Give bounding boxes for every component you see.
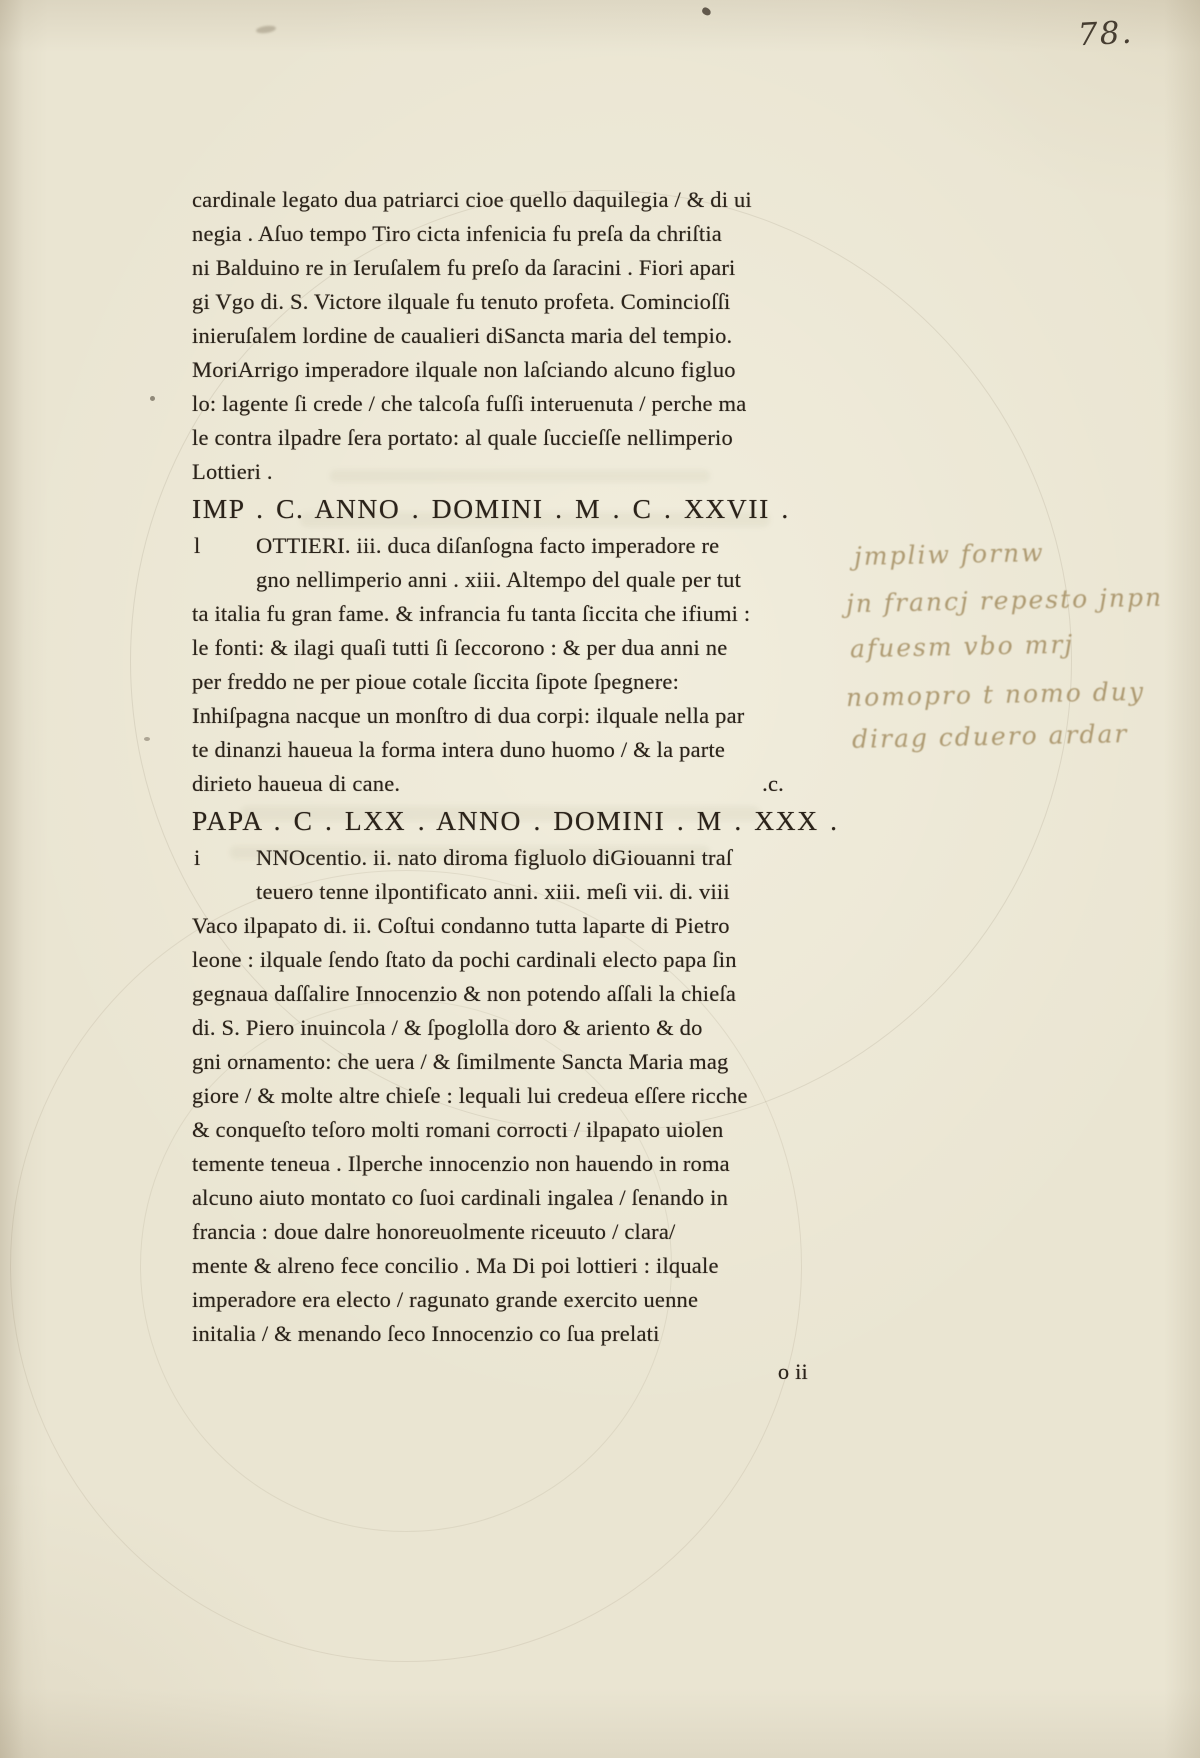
text-line-content: OTTIERI. iii. duca diſanſogna facto imperadore re xyxy=(256,533,720,558)
column-note: .c. xyxy=(762,771,784,796)
text-line: MoriArrigo imperadore ilquale non laſciando alcuno figluo xyxy=(192,357,736,382)
text-line: di. S. Piero inuincola / & ſpoglolla doro & ariento & do xyxy=(192,1015,703,1040)
text-line: le contra ilpadre ſera portato: al quale ſuccieſſe nellimperio xyxy=(192,425,733,450)
text-line: leone : ilquale ſendo ſtato da pochi cardinali electo papa ſin xyxy=(192,947,737,972)
page-number: 78. xyxy=(1077,14,1135,54)
ink-speck xyxy=(150,396,155,401)
text-line: Lottieri . xyxy=(192,459,273,484)
text-line: te dinanzi haueua la forma intera duno huomo / & la parte xyxy=(192,737,726,762)
text-line: gno nellimperio anni . xiii. Altempo del quale per tut xyxy=(256,567,742,592)
marginalia-line: dirag cduero ardar xyxy=(851,719,1129,754)
text-line: cardinale legato dua patriarci cioe quello daquilegia / & di ui xyxy=(192,187,752,212)
marginalia-line: afuesm vbo mrj xyxy=(849,629,1075,664)
text-line: per freddo ne per pioue cotale ſiccita ſipote ſpegnere: xyxy=(192,669,680,694)
text-line: mente & alreno fece concilio . Ma Di poi lottieri : ilquale xyxy=(192,1253,719,1278)
guide-letter: l xyxy=(194,533,201,558)
text-line: inieruſalem lordine de caualieri diSancta maria del tempio. xyxy=(192,323,733,348)
marginalia-line: nomopro t nomo duy xyxy=(845,676,1146,713)
ink-smudge xyxy=(256,25,277,35)
text-line: gegnaua daſſalire Innocenzio & non potendo aſſali la chieſa xyxy=(192,981,737,1006)
chapter-heading-pope: PAPA . C . LXX . ANNO . DOMINI . M . XXX . xyxy=(192,805,839,836)
text-line: ni Balduino re in Ieruſalem fu preſo da ſaracini . Fiori apari xyxy=(192,255,736,280)
text-line xyxy=(192,841,840,875)
ink-speck xyxy=(144,737,150,741)
text-line: gi Vgo di. S. Victore ilquale fu tenuto profeta. Comincioſſi xyxy=(192,289,731,314)
text-line: Inhiſpagna nacque un monſtro di dua corpi: ilquale nella par xyxy=(192,703,745,728)
marginalia-line: jmpliw fornw xyxy=(853,538,1045,571)
text-line-content: NNOcentio. ii. nato diroma figluolo diGiouanni traſ xyxy=(256,845,733,870)
text-line: lo: lagente ſi crede / che talcoſa fuſſi interuenuta / perche ma xyxy=(192,391,747,416)
guide-letter: i xyxy=(194,845,201,870)
text-line xyxy=(192,529,840,563)
quire-signature: o ii xyxy=(777,1359,808,1384)
text-line xyxy=(192,767,840,801)
ink-speck xyxy=(701,6,712,16)
text-line: temente teneua . Ilperche innocenzio non hauendo in roma xyxy=(192,1151,730,1176)
chapter-heading-emperor: IMP . C. ANNO . DOMINI . M . C . XXVII . xyxy=(192,493,790,524)
text-line: gni ornamento: che uera / & ſimilmente Sancta Maria mag xyxy=(192,1049,729,1074)
text-line-content: dirieto haueua di cane. xyxy=(192,771,401,796)
text-line: initalia / & menando ſeco Innocenzio co ſua prelati xyxy=(192,1321,660,1346)
text-line: teuero tenne ilpontificato anni. xiii. meſi vii. di. viii xyxy=(256,879,730,904)
text-line: francia : doue dalre honoreuolmente riceuuto / clara/ xyxy=(192,1219,676,1244)
text-line: imperadore era electo / ragunato grande exercito uenne xyxy=(192,1287,699,1312)
text-line: le fonti: & ilagi quaſi tutti ſi ſeccorono : & per dua anni ne xyxy=(192,635,728,660)
text-line: ta italia fu gran fame. & infrancia fu tanta ſiccita che ifiumi : xyxy=(192,601,751,626)
text-block xyxy=(192,183,840,1389)
text-line: alcuno aiuto montato co ſuoi cardinali ingalea / ſenando in xyxy=(192,1185,729,1210)
text-line: & conqueſto teſoro molti romani corrocti / ilpapato uiolen xyxy=(192,1117,724,1142)
marginalia-line: jn francj repesto jnpn xyxy=(845,582,1164,619)
text-line: negia . Aſuo tempo Tiro cicta infenicia fu preſa da chriſtia xyxy=(192,221,722,246)
text-line: giore / & molte altre chieſe : lequali lui credeua eſſere ricche xyxy=(192,1083,748,1108)
text-line: Vaco ilpapato di. ii. Coſtui condanno tutta laparte di Pietro xyxy=(192,913,730,938)
